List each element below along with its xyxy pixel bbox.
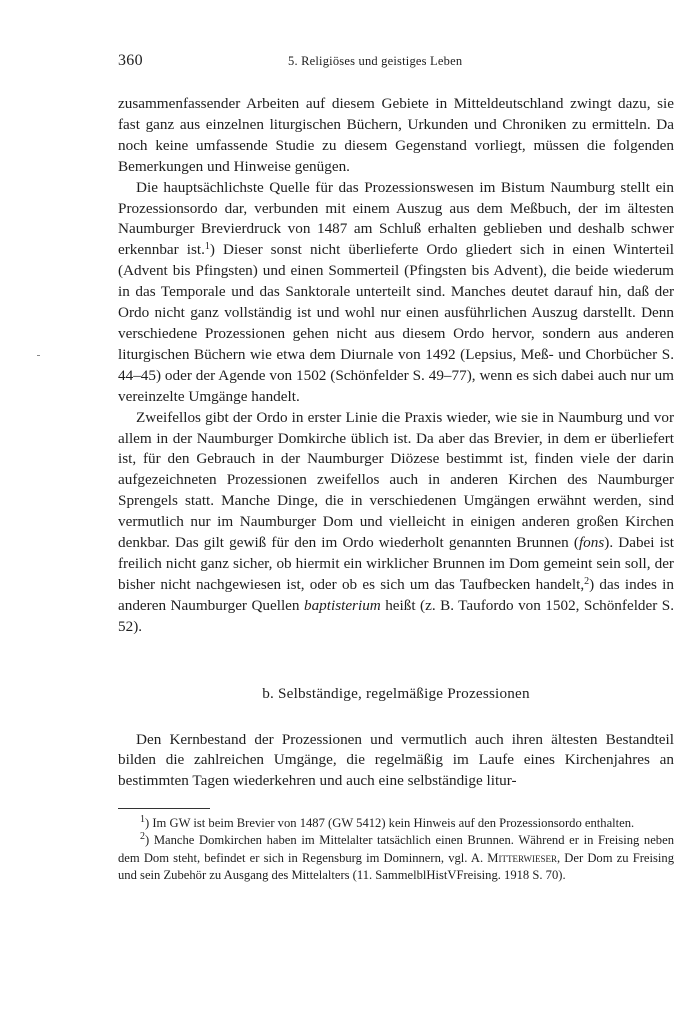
footnote-text: , Der Dom zu Freising und sein Zubehör zu Ausgang des Mittelalters (11. SammelblHistVFreising. 1918 S. 70). [118,850,674,882]
running-head-title: 5. Religiöses und geistiges Leben [288,54,463,68]
page-number: 360 [118,52,143,69]
paragraph-section [118,730,674,793]
italic-term: baptisterium [303,596,381,614]
paragraph-text: ) das indes in anderen Naumburger Quellen [118,575,674,614]
paragraph-praxis [118,408,674,638]
paragraph-text: heißt (z. B. Taufordo von 1502, Schönfelder S. 52). [118,596,674,635]
section-heading: b. Selbständige, regelmäßige Prozessionen [262,684,530,702]
footnotes [118,815,674,884]
running-head [118,52,674,74]
margin-mark [37,355,40,356]
paragraph-text: ) Dieser sonst nicht überlieferte Ordo gliedert sich in einen Winterteil (Advent bis Pfingsten) und einen Sommerteil (Pfingsten bis Advent), die beide wiederum in das Temporale und das Sanktorale unterteilt sind. Manches deutet darauf hin, daß der Ordo nicht ganz vollständig ist und wohl nur einen ausführlichen Auszug darstellt. Denn verschiedene Prozessionen gehen nicht aus diesem Ordo hervor, sondern aus anderen liturgischen Büchern wie etwa dem Diurnale von 1492 (Lepsius, Meß- und Chorbücher S. 44–45) oder der Agende von 1502 (Schönfelder S. 49–77), wenn es sich dabei auch nur um vereinzelte Umgänge handelt. [118,241,674,405]
footnote-text: ) Manche Domkirchen haben im Mittelalter tatsächlich einen Brunnen. Während er in Freising neben dem Dom steht, befindet er sich in Regensburg im Dominnern, vgl. A. [118,833,674,865]
footnote-divider [118,808,210,809]
paragraph-continuation [118,94,674,178]
paragraph-text: zusammenfassender Arbeiten auf diesem Gebiete in Mitteldeutschland zwingt dazu, sie fast ganz aus einzelnen liturgischen Büchern, Urkunden und Chroniken zu ermitteln. Da noch keine umfassende Studie zu diesem Gegenstand vorliegt, müssen die folgenden Bemerkungen und Hinweise genügen. [118,95,674,175]
main-text [118,94,674,792]
footnote-reference[interactable]: 2 [584,575,590,587]
paragraph-text: Zweifellos gibt der Ordo in erster Linie die Praxis wieder, wie sie in Naumburg und vor allem in der Naumburger Domkirche üblich ist. Da aber das Brevier, in dem er überliefert ist, für den Gebrauch in der Naumburger Diözese bestimmt ist, finden viele der darin aufgezeichneten Prozessionen zweifellos auch in anderen Kirchen des Naumburger Sprengels statt. Manche Dinge, die in verschiedenen Umgängen erwähnt werden, sind vermutlich nur im Naumburger Dom und vielleicht in einigen anderen großen Kirchen denkbar. Das gilt gewiß für den im Ordo wiederholt genannten Brunnen ( [118,408,674,552]
footnote-marker: 2 [140,831,145,843]
book-page [118,52,674,884]
footnote-reference[interactable]: 1 [204,241,210,253]
footnote-2 [118,832,674,884]
author-name: Mitterwieser [487,850,557,865]
paragraph-text: Die hauptsächlichste Quelle für das Prozessionswesen im Bistum Naumburg stellt ein Prozessionsordo dar, verbunden mit einem Auszug aus dem Meßbuch, der im ältesten Naumburger Brevierdruck von 1487 am Schluß erhalten geblieben und deshalb schwer erkennbar ist. [118,178,674,259]
footnote-1 [118,815,674,832]
paragraph-text: ). Dabei ist freilich nicht ganz sicher, ob hiermit ein wirklicher Brunnen im Dom gemeint sein soll, der bisher nicht nachgewiesen ist, oder ob es sich um das Taufbecken handelt, [118,534,674,593]
footnote-marker: 1 [140,814,145,826]
paragraph-text: Den Kernbestand der Prozessionen und vermutlich auch ihren ältesten Bestandteil bilden die zahlreichen Umgänge, die regelmäßig im Laufe eines Kirchenjahres an bestimmten Tagen wiederkehren und auch eine selbständige litur- [118,730,674,790]
footnote-text: ) Im GW ist beim Brevier von 1487 (GW 5412) kein Hinweis auf den Prozessionsordo enthalten. [145,816,635,831]
italic-term: fons [578,534,605,552]
paragraph-source [118,178,674,408]
